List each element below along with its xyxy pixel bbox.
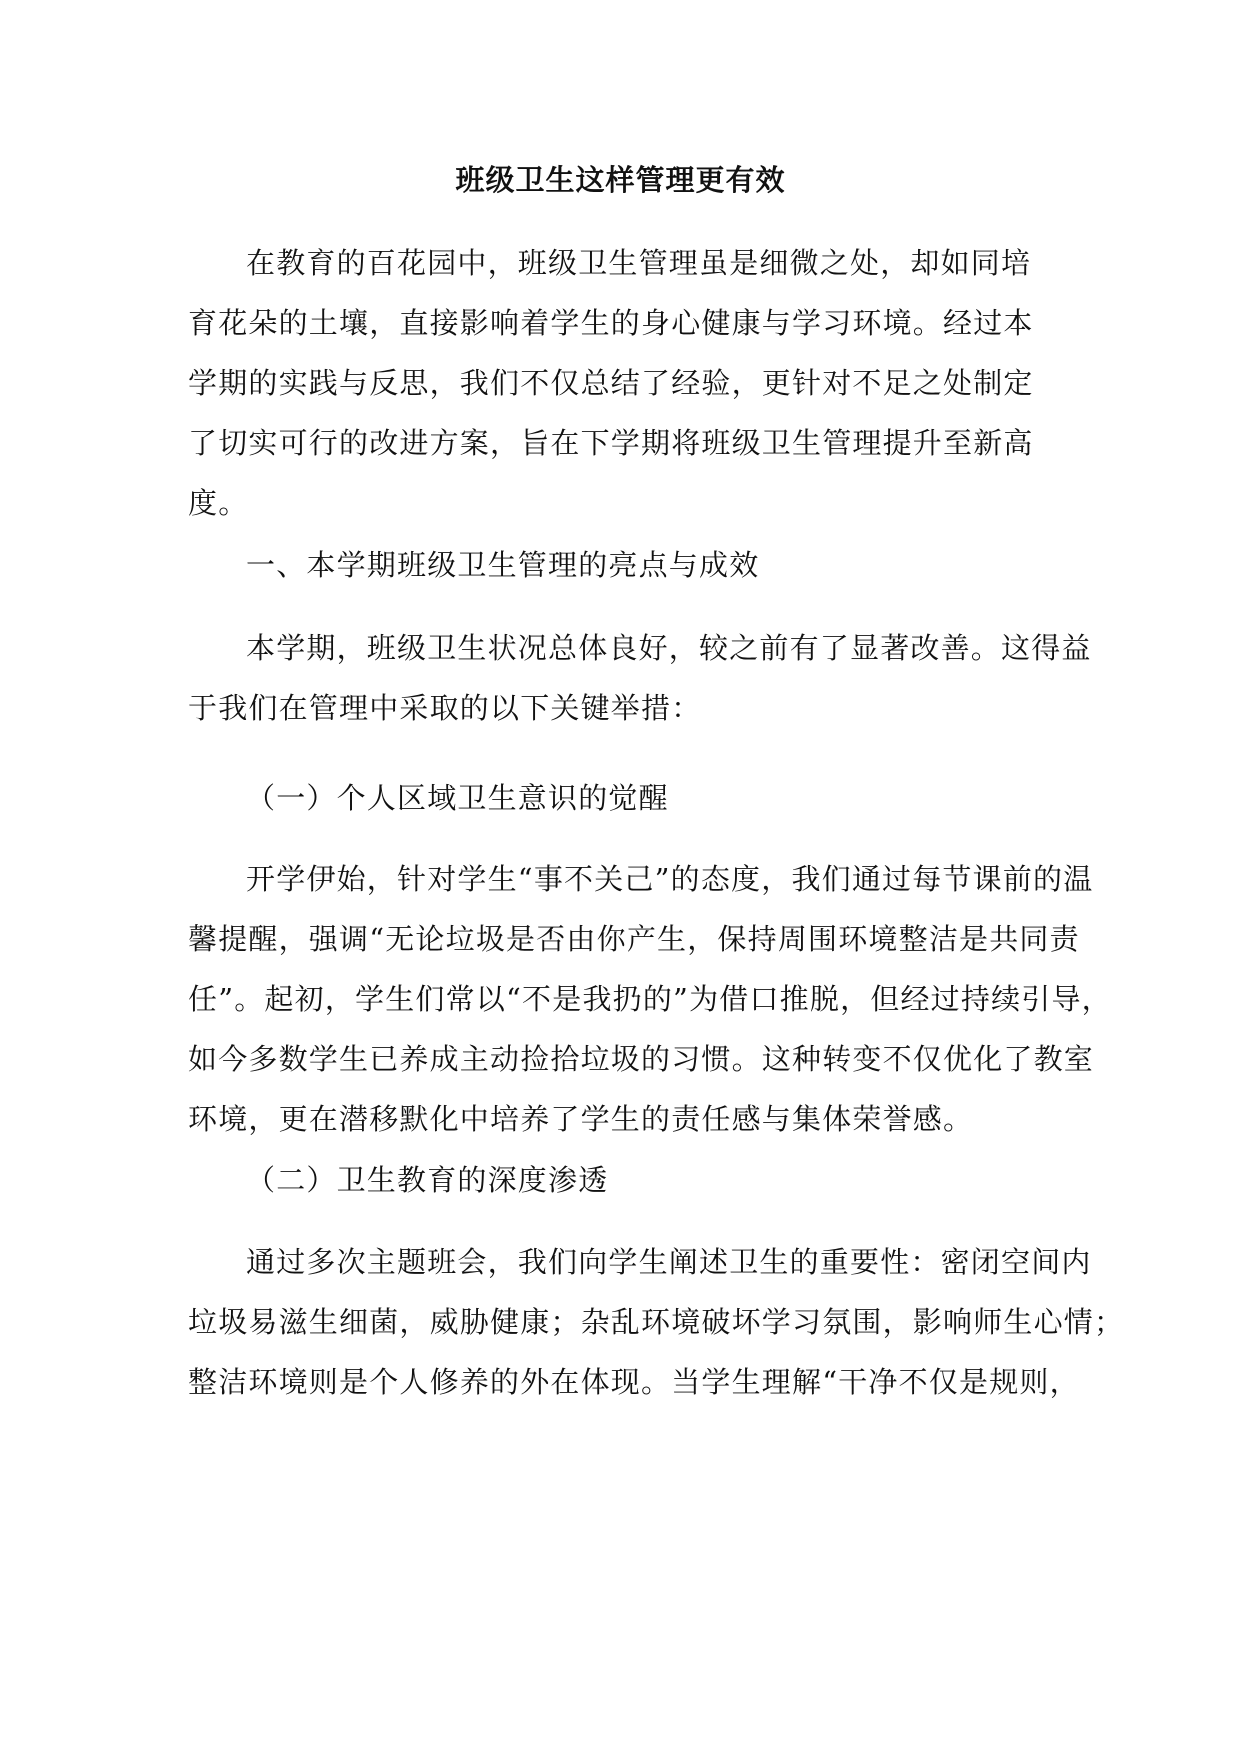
- paragraph-line: 环境，更在潜移默化中培养了学生的责任感与集体荣誉感。: [188, 1102, 974, 1136]
- paragraph-line: 本学期，班级卫生状况总体良好，较之前有了显著改善。这得益: [246, 631, 1092, 665]
- subsection-heading: （二）卫生教育的深度渗透: [246, 1163, 609, 1197]
- intro-paragraph: [188, 233, 1068, 533]
- paragraph-line: 通过多次主题班会，我们向学生阐述卫生的重要性：密闭空间内: [246, 1245, 1092, 1279]
- paragraph-line: 学期的实践与反思，我们不仅总结了经验，更针对不足之处制定: [188, 366, 1034, 400]
- section1-paragraph: [188, 618, 1092, 738]
- paragraph-line: 在教育的百花园中，班级卫生管理虽是细微之处，却如同培: [246, 246, 1032, 280]
- paragraph-line: 垃圾易滋生细菌，威胁健康；杂乱环境破坏学习氛围，影响师生心情；: [188, 1305, 1125, 1339]
- paragraph-line: 度。: [188, 486, 249, 520]
- paragraph-line: 馨提醒，强调“无论垃圾是否由你产生，保持周围环境整洁是共同责: [188, 922, 1080, 956]
- paragraph-line: 于我们在管理中采取的以下关键举措：: [188, 691, 702, 725]
- subsection2-paragraph: [188, 1232, 1125, 1412]
- paragraph-line: 如今多数学生已养成主动捡拾垃圾的习惯。这种转变不仅优化了教室: [188, 1042, 1095, 1076]
- paragraph-line: 开学伊始，针对学生“事不关己”的态度，我们通过每节课前的温: [246, 862, 1094, 896]
- paragraph-line: 育花朵的土壤，直接影响着学生的身心健康与学习环境。经过本: [188, 306, 1034, 340]
- subsection1-paragraph: [188, 849, 1112, 1149]
- paragraph-line: 了切实可行的改进方案，旨在下学期将班级卫生管理提升至新高: [188, 426, 1034, 460]
- subsection-heading: （一）个人区域卫生意识的觉醒: [246, 781, 669, 815]
- paragraph-line: 整洁环境则是个人修养的外在体现。当学生理解“干净不仅是规则，: [188, 1365, 1080, 1399]
- document-title: 班级卫生这样管理更有效: [455, 163, 786, 197]
- section-heading: 一、本学期班级卫生管理的亮点与成效: [246, 548, 760, 582]
- paragraph-line: 任”。起初，学生们常以“不是我扔的”为借口推脱，但经过持续引导，: [188, 982, 1112, 1016]
